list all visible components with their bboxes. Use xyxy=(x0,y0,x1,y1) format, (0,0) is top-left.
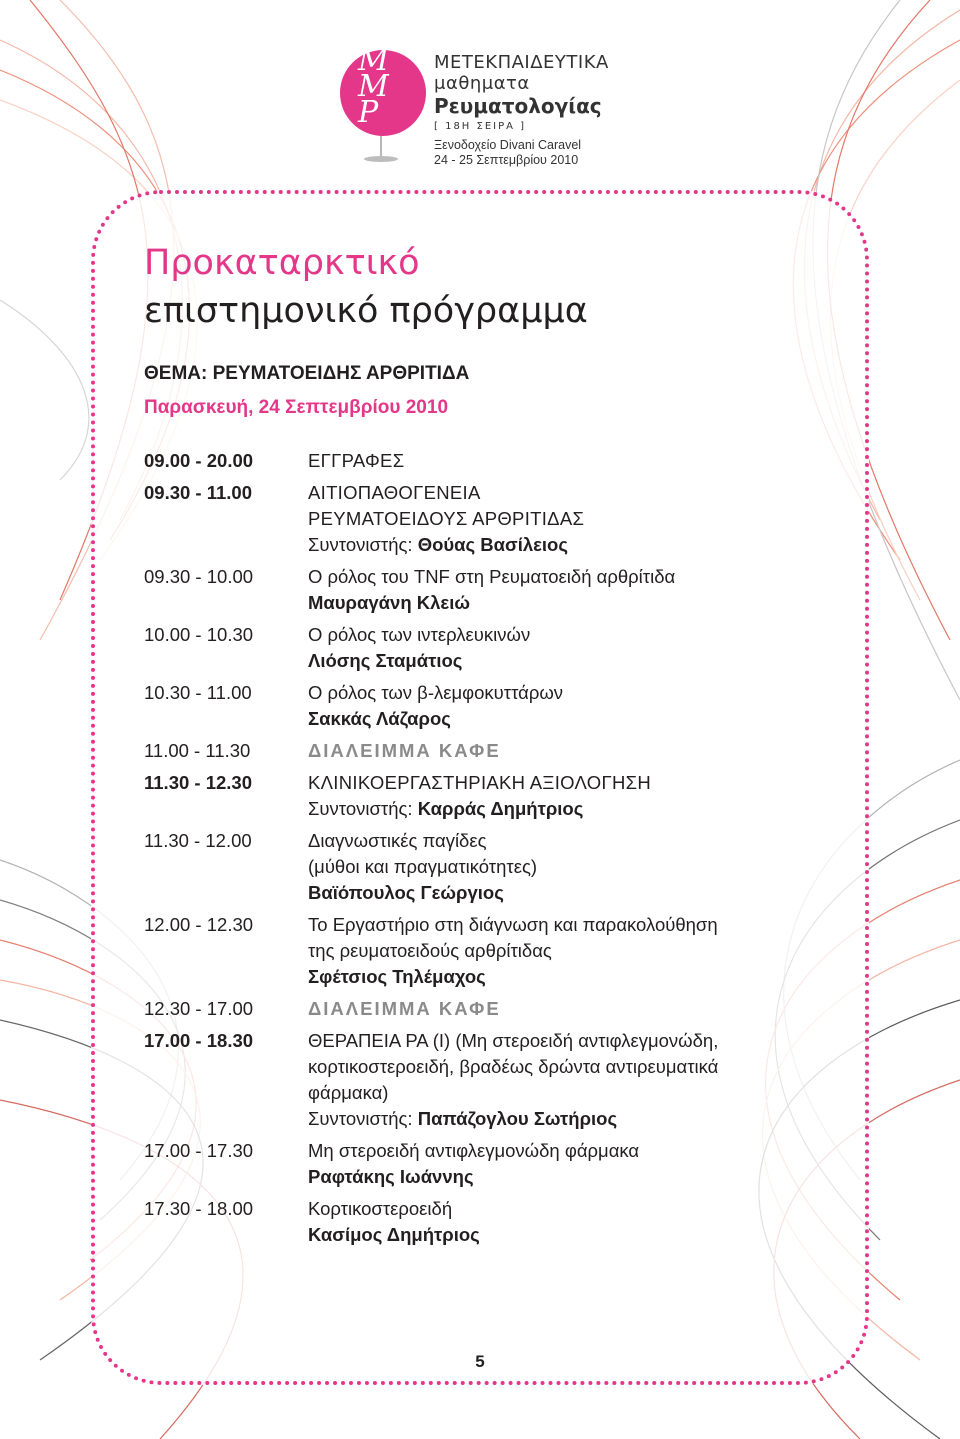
speaker-name: Κασίμος Δημήτριος xyxy=(308,1224,480,1245)
session-time: 10.30 - 11.00 xyxy=(144,682,252,703)
header xyxy=(336,44,636,174)
session-description xyxy=(308,680,824,732)
logo-letter: M xyxy=(358,69,389,104)
schedule-row xyxy=(144,1138,824,1190)
speaker-name: Μαυραγάνη Κλειώ xyxy=(308,592,470,613)
coordinator-line xyxy=(308,1106,824,1132)
session-title: φάρμακα) xyxy=(308,1082,389,1103)
session-description xyxy=(308,770,824,822)
session-description xyxy=(308,912,824,990)
header-series: [ 18Η ΣΕΙΡΑ ] xyxy=(434,121,527,132)
session-title: ΡΕΥΜΑΤΟΕΙΔΟΥΣ ΑΡΘΡΙΤΙΔΑΣ xyxy=(308,508,585,529)
theme-heading: ΘΕΜΑ: ΡΕΥΜΑΤΟΕΙΔΗΣ ΑΡΘΡΙΤΙΔΑ xyxy=(144,363,470,384)
session-title: Ο ρόλος των β-λεμφοκυττάρων xyxy=(308,682,564,703)
speaker-name: Λιόσης Σταμάτιος xyxy=(308,650,463,671)
program-content xyxy=(144,240,824,1254)
coordinator-line xyxy=(308,796,824,822)
logo-letter: P xyxy=(358,95,379,130)
session-time: 12.00 - 12.30 xyxy=(144,914,254,935)
schedule-row xyxy=(144,680,824,732)
page-title-line-2: επιστημονικό πρόγραμμα xyxy=(144,291,588,331)
session-title: Κορτικοστεροειδή xyxy=(308,1198,453,1219)
session-time: 09.30 - 10.00 xyxy=(144,566,254,587)
session-title: Ο ρόλος των ιντερλευκινών xyxy=(308,624,531,645)
logo-letters xyxy=(358,43,389,130)
session-description xyxy=(308,1196,824,1248)
header-line-2: μαθηματα xyxy=(434,73,530,94)
schedule-row xyxy=(144,480,824,558)
header-text xyxy=(434,52,644,168)
session-time: 12.30 - 17.00 xyxy=(144,998,254,1019)
schedule-row xyxy=(144,770,824,822)
schedule-row xyxy=(144,996,824,1022)
logo-stem xyxy=(380,136,382,158)
session-description xyxy=(308,738,824,764)
logo-base xyxy=(364,156,398,162)
session-time: 17.30 - 18.00 xyxy=(144,1198,254,1219)
schedule-row xyxy=(144,1196,824,1248)
session-title: ΘΕΡΑΠΕΙΑ ΡΑ (Ι) (Μη στεροειδή αντιφλεγμονώδη, xyxy=(308,1030,719,1051)
schedule-row xyxy=(144,738,824,764)
coordinator-line xyxy=(308,532,824,558)
speaker-name: Ραφτάκης Ιωάννης xyxy=(308,1166,474,1187)
schedule-row xyxy=(144,622,824,674)
coordinator-name: Καρράς Δημήτριος xyxy=(417,798,584,819)
header-dates: 24 - 25 Σεπτεμβρίου 2010 xyxy=(434,153,579,167)
session-description xyxy=(308,1138,824,1190)
schedule-row xyxy=(144,564,824,616)
session-time: 11.30 - 12.30 xyxy=(144,772,253,793)
mmp-logo xyxy=(336,44,428,162)
coordinator-label: Συντονιστής: xyxy=(308,534,418,555)
header-line-3: Ρευματολογίας xyxy=(434,94,602,118)
header-hotel: Ξενοδοχείο Divani Caravel xyxy=(434,138,582,152)
header-line-1: ΜΕΤΕΚΠΑΙΔΕΥΤΙΚΑ xyxy=(434,52,609,73)
schedule-row xyxy=(144,912,824,990)
session-description xyxy=(308,996,824,1022)
logo-letter: M xyxy=(358,43,389,78)
session-title: ΑΙΤΙΟΠΑΘΟΓΕΝΕΙΑ xyxy=(308,482,481,503)
page-number: 5 xyxy=(475,1352,485,1371)
coffee-break-label: ΔΙΑΛΕΙΜΜΑ ΚΑΦΕ xyxy=(308,998,501,1019)
session-title: ΚΛΙΝΙΚΟΕΡΓΑΣΤΗΡΙΑΚΗ ΑΞΙΟΛΟΓΗΣΗ xyxy=(308,772,652,793)
session-time: 11.30 - 12.00 xyxy=(144,830,252,851)
session-description xyxy=(308,448,824,474)
session-time: 10.00 - 10.30 xyxy=(144,624,254,645)
schedule-row xyxy=(144,828,824,906)
coordinator-label: Συντονιστής: xyxy=(308,798,418,819)
speaker-name: Σακκάς Λάζαρος xyxy=(308,708,451,729)
session-description xyxy=(308,480,824,558)
session-title: ΕΓΓΡΑΦΕΣ xyxy=(308,450,405,471)
coordinator-name: Παπάζογλου Σωτήριος xyxy=(417,1108,618,1129)
session-time: 17.00 - 18.30 xyxy=(144,1030,254,1051)
day-heading: Παρασκευή, 24 Σεπτεμβρίου 2010 xyxy=(144,397,449,418)
speaker-name: Σφέτσιος Τηλέμαχος xyxy=(308,966,486,987)
session-title: Διαγνωστικές παγίδες xyxy=(308,830,487,851)
session-title: Ο ρόλος του TNF στη Ρευματοειδή αρθρίτιδα xyxy=(308,566,676,587)
session-time: 11.00 - 11.30 xyxy=(144,740,251,761)
speaker-name: Βαϊόπουλος Γεώργιος xyxy=(308,882,504,903)
session-title: κορτικοστεροειδή, βραδέως δρώντα αντιρευματικά xyxy=(308,1056,719,1077)
session-time: 09.00 - 20.00 xyxy=(144,450,254,471)
session-title: Μη στεροειδή αντιφλεγμονώδη φάρμακα xyxy=(308,1140,640,1161)
schedule xyxy=(144,448,824,1248)
session-title: (μύθοι και πραγματικότητες) xyxy=(308,856,538,877)
session-title: της ρευματοειδούς αρθρίτιδας xyxy=(308,940,552,961)
session-time: 17.00 - 17.30 xyxy=(144,1140,254,1161)
session-title: Το Εργαστήριο στη διάγνωση και παρακολούθηση xyxy=(308,914,718,935)
coordinator-label: Συντονιστής: xyxy=(308,1108,418,1129)
session-description xyxy=(308,828,824,906)
session-description xyxy=(308,564,824,616)
session-description xyxy=(308,1028,824,1132)
coordinator-name: Θούας Βασίλειος xyxy=(417,534,568,555)
page-title-line-1: Προκαταρκτικό xyxy=(144,243,420,283)
schedule-row xyxy=(144,448,824,474)
schedule-row xyxy=(144,1028,824,1132)
session-time: 09.30 - 11.00 xyxy=(144,482,253,503)
coffee-break-label: ΔΙΑΛΕΙΜΜΑ ΚΑΦΕ xyxy=(308,740,501,761)
session-description xyxy=(308,622,824,674)
